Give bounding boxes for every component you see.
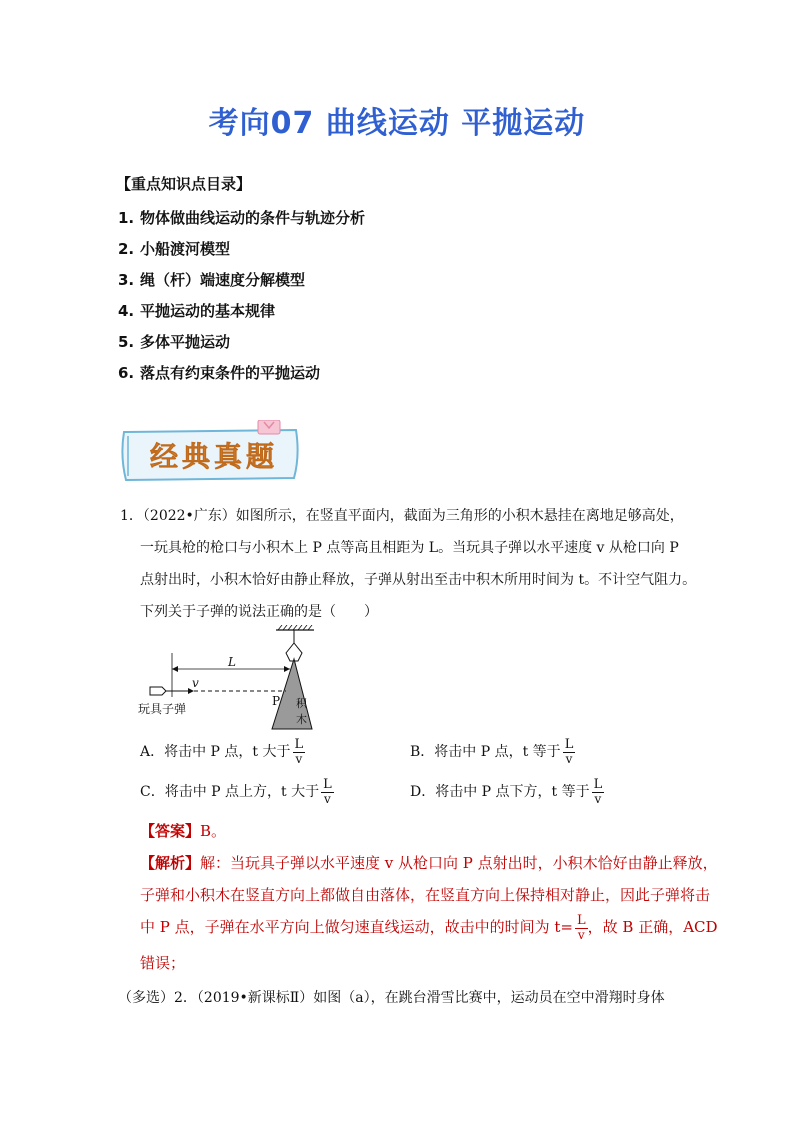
banner-text: 经典真题 — [149, 440, 279, 473]
question-figure — [136, 625, 336, 735]
question-line: 下列关于子弹的说法正确的是（ ） — [140, 604, 378, 620]
toc-item: 1. 物体做曲线运动的条件与轨迹分析 — [118, 209, 366, 227]
toc-item: 2. 小船渡河模型 — [118, 240, 231, 258]
toc-item: 3. 绳（杆）端速度分解模型 — [118, 271, 306, 289]
toc-item: 5. 多体平抛运动 — [118, 333, 231, 351]
section-banner — [118, 420, 304, 486]
answer-label: 【答案】 — [140, 822, 201, 840]
question-line: 1．（2022•广东）如图所示，在竖直平面内，截面为三角形的小积木悬挂在离地足够高处， — [120, 508, 684, 524]
toc-heading: 【重点知识点目录】 — [116, 175, 252, 193]
label-L: L — [228, 655, 236, 669]
answer-value: B。 — [200, 822, 227, 840]
block-label: 积 — [296, 697, 307, 710]
label-P: P — [272, 694, 281, 708]
option-c: C．将击中 P 点上方，t 大于 $\frac{L}{v}$ — [140, 777, 332, 806]
answer — [140, 820, 226, 841]
question2-line: （多选）2．（2019•新课标Ⅱ）如图（a），在跳台滑雪比赛中，运动员在空中滑翔时身体 — [118, 990, 665, 1006]
analysis-line: 【解析】解：当玩具子弹以水平速度 v 从枪口向 P 点射出时，小积木恰好由静止释放， — [140, 854, 718, 872]
analysis-line: 错误； — [140, 954, 186, 972]
toc-item: 4. 平抛运动的基本规律 — [118, 302, 276, 320]
label-v: v — [192, 676, 199, 690]
label-bullet: 玩具子弹 — [138, 702, 187, 716]
analysis-line: 子弹和小积木在竖直方向上都做自由落体，在竖直方向上保持相对静止，因此子弹将击 — [140, 886, 711, 904]
option-a: A．将击中 P 点，t 大于 $\frac{L}{v}$ — [140, 737, 304, 766]
analysis-label: 【解析】 — [140, 854, 201, 872]
question-line: 点射出时，小积木恰好由静止释放，子弹从射出至击中积木所用时间为 t。不计空气阻力。 — [140, 572, 697, 588]
analysis-line: 中 P 点，子弹在水平方向上做匀速直线运动，故击中的时间为 t= $\frac{L}{v}$ ，故 B 正确，ACD — [140, 913, 718, 942]
page-title: 考向07 曲线运动 平抛运动 — [208, 106, 586, 141]
svg-text:木: 木 — [296, 713, 307, 726]
question-line: 一玩具枪的枪口与小积木上 P 点等高且相距为 L。当玩具子弹以水平速度 v 从枪口向 P — [140, 540, 679, 556]
option-b: B．将击中 P 点，t 等于 $\frac{L}{v}$ — [410, 737, 574, 766]
option-d: D．将击中 P 点下方，t 等于 $\frac{L}{v}$ — [410, 777, 603, 806]
toc-item: 6. 落点有约束条件的平抛运动 — [118, 364, 321, 382]
